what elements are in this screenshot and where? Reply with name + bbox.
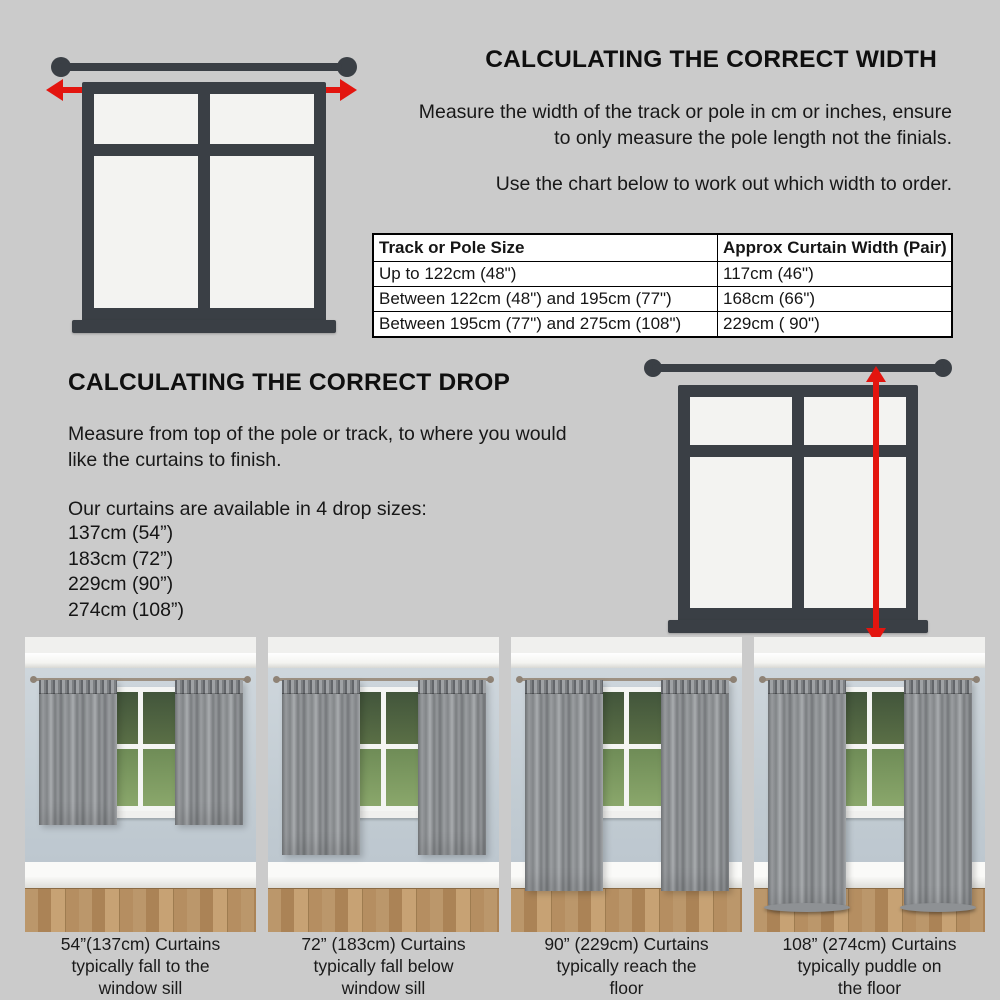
- photo-caption-90in: [511, 933, 742, 999]
- photo-floor: [268, 888, 499, 932]
- drop-size-item: 183cm (72”): [68, 547, 174, 570]
- window-sill: [72, 320, 336, 333]
- photo-ceiling: [25, 637, 256, 653]
- caption-line: window sill: [341, 978, 426, 998]
- drop-paragraph-line2: like the curtains to finish.: [68, 449, 282, 471]
- caption-line: 72” (183cm) Curtains: [301, 934, 466, 954]
- caption-line: typically reach the: [556, 956, 697, 976]
- photo-curtain-right: [175, 680, 243, 825]
- curtain-photo-90in: [511, 637, 742, 932]
- window-pane: [804, 397, 906, 445]
- photo-curtain-left: [39, 680, 117, 825]
- crown-molding: [511, 653, 742, 668]
- caption-line: typically fall to the: [71, 956, 210, 976]
- photo-ceiling: [268, 637, 499, 653]
- curtain-photo-72in: [268, 637, 499, 932]
- width-arrow-left-head: [46, 79, 63, 101]
- drop-arrow: [873, 380, 879, 628]
- caption-line: typically fall below: [313, 956, 454, 976]
- crown-molding: [268, 653, 499, 668]
- window-pane: [690, 457, 792, 608]
- table-header-curtain-width: Approx Curtain Width (Pair): [718, 234, 953, 262]
- curtain-width-cell: 229cm ( 90"): [718, 312, 953, 338]
- photo-curtain-left: [525, 680, 603, 891]
- pole-size-cell: Between 195cm (77") and 275cm (108"): [373, 312, 718, 338]
- drop-sizes-intro: Our curtains are available in 4 drop sizes:: [68, 498, 427, 520]
- window-pane: [94, 94, 198, 144]
- caption-line: the floor: [837, 978, 902, 998]
- window-frame: [678, 385, 918, 622]
- photo-curtain-left: [282, 680, 360, 855]
- caption-row: [25, 933, 985, 999]
- photo-ceiling: [511, 637, 742, 653]
- window-frame: [82, 82, 326, 322]
- window-sill: [668, 620, 928, 633]
- caption-line: window sill: [98, 978, 183, 998]
- width-paragraph-line1: Measure the width of the track or pole in cm or inches, ensure: [418, 101, 952, 123]
- photo-ceiling: [754, 637, 985, 653]
- curtain-photo-108in: [754, 637, 985, 932]
- width-arrow-right-head: [340, 79, 357, 101]
- photo-curtain-left: [768, 680, 846, 909]
- photo-curtain-right: [661, 680, 729, 891]
- curtain-pole: [652, 364, 944, 372]
- table-row: [373, 262, 952, 287]
- pole-size-cell: Between 122cm (48") and 195cm (77"): [373, 287, 718, 312]
- photo-caption-108in: [754, 933, 985, 999]
- drop-size-item: 229cm (90”): [68, 573, 174, 595]
- window-pane: [690, 397, 792, 445]
- table-row: [373, 312, 952, 338]
- window-pane: [210, 94, 314, 144]
- window-pane: [94, 156, 198, 308]
- width-paragraph: [350, 99, 952, 151]
- photo-baseboard: [25, 862, 256, 888]
- caption-line: typically puddle on: [797, 956, 942, 976]
- photo-floor: [511, 888, 742, 932]
- caption-line: 108” (274cm) Curtains: [782, 934, 957, 954]
- caption-line: 54”(137cm) Curtains: [60, 934, 221, 954]
- curtain-photo-54in: [25, 637, 256, 932]
- photo-caption-72in: [268, 933, 499, 999]
- crown-molding: [25, 653, 256, 668]
- photo-caption-54in: [25, 933, 256, 999]
- table-row: [373, 287, 952, 312]
- caption-line: floor: [609, 978, 644, 998]
- chart-instruction: Use the chart below to work out which width to order.: [495, 173, 952, 195]
- table-header-pole-size: Track or Pole Size: [373, 234, 718, 262]
- window-pane: [210, 156, 314, 308]
- drop-sizes-list: [68, 521, 184, 623]
- photo-curtain-right: [418, 680, 486, 855]
- curtain-width-cell: 117cm (46"): [718, 262, 953, 287]
- drop-arrow-top-head: [866, 366, 886, 382]
- crown-molding: [754, 653, 985, 668]
- photo-floor: [25, 888, 256, 932]
- curtain-photo-strip: [25, 637, 985, 932]
- width-heading: CALCULATING THE CORRECT WIDTH: [485, 46, 937, 73]
- drop-size-item: 137cm (54”): [68, 522, 174, 544]
- size-table: [372, 233, 953, 338]
- drop-size-item: 274cm (108”): [68, 598, 184, 621]
- caption-line: 90” (229cm) Curtains: [544, 934, 709, 954]
- pole-size-cell: Up to 122cm (48"): [373, 262, 718, 287]
- drop-paragraph: [68, 421, 567, 473]
- drop-paragraph-line1: Measure from top of the pole or track, to where you would: [68, 423, 567, 445]
- width-paragraph-line2: to only measure the pole length not the finials.: [554, 127, 952, 149]
- photo-baseboard: [268, 862, 499, 888]
- curtain-pole: [58, 63, 342, 71]
- window-pane: [804, 457, 906, 608]
- table-header-row: [373, 234, 952, 262]
- curtain-width-cell: 168cm (66"): [718, 287, 953, 312]
- photo-curtain-right: [904, 680, 972, 909]
- drop-heading: CALCULATING THE CORRECT DROP: [68, 369, 511, 396]
